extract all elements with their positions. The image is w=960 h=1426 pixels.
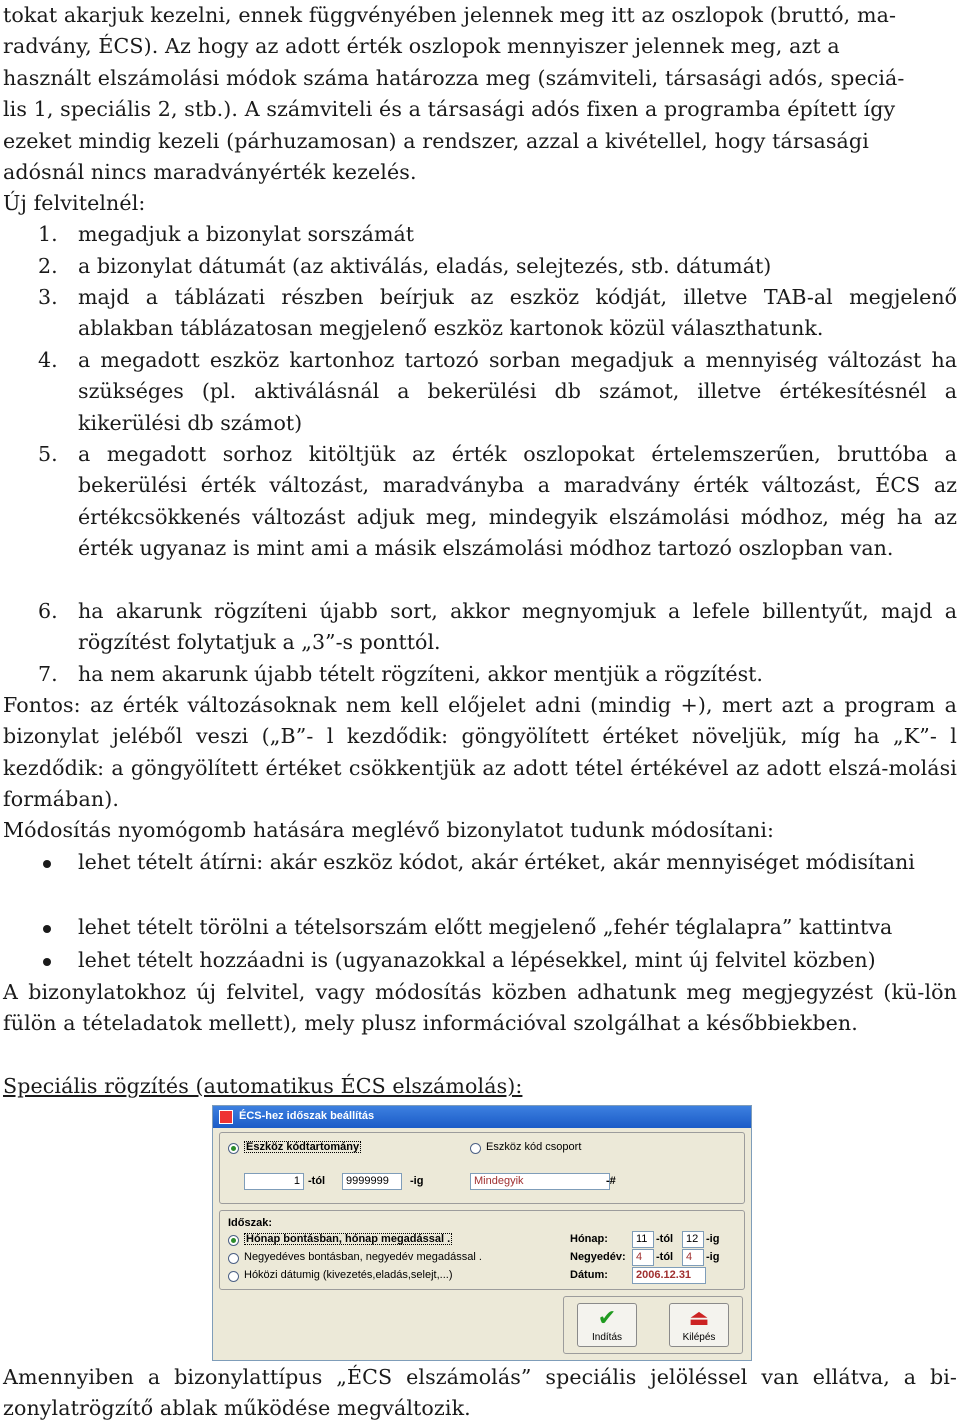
- bullet-icon: [43, 958, 51, 966]
- bullet-text: lehet tételt törölni a tételsorszám előtt megjelenő „fehér téglalapra” kattintva: [78, 915, 893, 939]
- exit-door-icon: ⏏: [688, 1305, 710, 1330]
- step-text: a bizonylat dátumát (az aktiválás, eladás, selejtezés, stb. dátumát): [78, 254, 772, 278]
- month-mode-label[interactable]: Hónap bontásban, hónap megadással .: [246, 1233, 451, 1245]
- code-range-label[interactable]: Eszköz kódtartomány: [246, 1141, 360, 1153]
- month-from-suffix: -tól: [656, 1233, 674, 1245]
- dialog-titlebar: [213, 1106, 751, 1128]
- period-group: [219, 1210, 745, 1290]
- date-label: Dátum:: [570, 1269, 608, 1281]
- bullet-icon: [43, 925, 51, 933]
- modify-heading: Módosítás nyomógomb hatására meglévő bizonylatot tudunk módosítani:: [3, 818, 775, 842]
- date-mode-label[interactable]: Hóközi dátumig (kivezetés,eladás,selejt,...): [244, 1269, 453, 1281]
- step-number: 4.: [38, 348, 58, 372]
- quarter-mode-label[interactable]: Negyedéves bontásban, negyedév megadással .: [244, 1251, 482, 1263]
- month-to-suffix: -ig: [706, 1233, 720, 1245]
- special-heading: [3, 1071, 957, 1102]
- month-to-input[interactable]: 12: [682, 1231, 704, 1248]
- to-suffix: -ig: [410, 1175, 424, 1187]
- checkmark-icon: ✔: [597, 1305, 617, 1330]
- group-select[interactable]: Mindegyik: [470, 1173, 610, 1190]
- intro-line-3: használt elszámolási módok száma határozza meg (számviteli, társasági adós, speciá-: [3, 66, 905, 90]
- quarter-from-suffix: -tól: [656, 1251, 674, 1263]
- new-entry-heading: Új felvitelnél:: [3, 191, 146, 215]
- closing-paragraph: Amennyiben a bizonylattípus „ÉCS elszámolás” speciális jelöléssel van ellátva, a bi-zonylatrögzítő ablak működése megváltozik.: [3, 1365, 957, 1421]
- month-from-input[interactable]: 11: [632, 1231, 654, 1248]
- comment-paragraph: A bizonylatokhoz új felvitel, vagy módosítás közben adhatunk meg megjegyzést (kü-lön fülön a tételadatok mellett), mely plusz információval szolgálhat a későbbiekben.: [3, 980, 957, 1036]
- start-button-label: Indítás: [591, 1332, 623, 1343]
- code-group-radio[interactable]: [470, 1143, 481, 1154]
- bullet-icon: [43, 860, 51, 868]
- exit-button[interactable]: [669, 1303, 729, 1347]
- filter-group: [219, 1132, 745, 1204]
- ecs-period-dialog: [212, 1105, 752, 1361]
- step-text: ha nem akarunk újabb tételt rögzíteni, akkor mentjük a rögzítést.: [78, 662, 763, 686]
- intro-line-2: radvány, ÉCS). Az hogy az adott érték oszlopok mennyiszer jelennek meg, azt a: [3, 34, 840, 58]
- date-mode-radio[interactable]: [228, 1271, 239, 1282]
- step-text: megadjuk a bizonylat sorszámát: [78, 222, 415, 246]
- bullet-text: lehet tételt hozzáadni is (ugyanazokkal a lépésekkel, mint új felvitel közben): [78, 948, 876, 972]
- from-code-input[interactable]: 1: [244, 1173, 304, 1190]
- step-text: majd a táblázati részben beírjuk az eszköz kódját, illetve TAB-al megjelenő ablakban táblázatosan megjelenő eszköz kartonok közül választhatunk.: [78, 285, 957, 341]
- to-code-input[interactable]: 9999999: [342, 1173, 402, 1190]
- quarter-to-input[interactable]: 4: [682, 1249, 704, 1266]
- intro-line-1: tokat akarjuk kezelni, ennek függvényében jelennek meg itt az oszlopok (bruttó, ma-: [3, 3, 897, 27]
- intro-line-6: adósnál nincs maradványérték kezelés.: [3, 160, 417, 184]
- important-note: Fontos: az érték változásoknak nem kell előjelet adni (mindig +), mert azt a program a bizonylat jeléből veszi („B”- l kezdődik: göngyölített értéket növeljük, míg ha „K”- l kezdődik: a göngyölített értéket csökkentjük az adott tétel értékével az adott elszá-molási formában).: [3, 693, 957, 812]
- from-suffix: -tól: [308, 1175, 326, 1187]
- dialog-title: ÉCS-hez időszak beállítás: [239, 1110, 375, 1122]
- step-number: 6.: [38, 599, 58, 623]
- special-heading-text: Speciális rögzítés (automatikus ÉCS elszámolás):: [3, 1074, 523, 1098]
- exit-button-label: Kilépés: [682, 1332, 716, 1343]
- quarter-from-input[interactable]: 4: [632, 1249, 654, 1266]
- date-input[interactable]: 2006.12.31: [632, 1267, 706, 1284]
- step-text: ha akarunk rögzíteni újabb sort, akkor megnyomjuk a lefele billentyűt, majd a rögzítést folytatjuk a „3”-s ponttól.: [78, 599, 957, 655]
- step-number: 5.: [38, 442, 58, 466]
- step-number: 3.: [38, 285, 58, 309]
- step-text: a megadott eszköz kartonhoz tartozó sorban megadjuk a mennyiség változást ha szükséges (pl. aktiválásnál a bekerülési db számot, illetve értékesítésnél a kikerülési db számot): [78, 348, 957, 435]
- period-label: Időszak:: [228, 1217, 273, 1229]
- quarter-label: Negyedév:: [570, 1251, 626, 1263]
- step-text: a megadott sorhoz kitöltjük az érték oszlopokat értelemszerűen, bruttóba a bekerülési érték változást, maradványba a maradvány érték változást, ÉCS az értékcsökkenés változást adjuk meg, mindegyik elszámolási módhoz, még ha az érték ugyanaz is mint ami a másik elszámolási módhoz tartozó oszlopban van.: [78, 442, 957, 561]
- group-suffix: -#: [606, 1175, 616, 1187]
- quarter-to-suffix: -ig: [706, 1251, 720, 1263]
- month-mode-radio[interactable]: [228, 1235, 239, 1246]
- intro-line-5: ezeket mindig kezeli (párhuzamosan) a rendszer, azzal a kivétellel, hogy társasági: [3, 129, 869, 153]
- quarter-mode-radio[interactable]: [228, 1253, 239, 1264]
- app-icon: [219, 1110, 233, 1124]
- code-group-label[interactable]: Eszköz kód csoport: [486, 1141, 582, 1153]
- month-label: Hónap:: [570, 1233, 608, 1245]
- start-button[interactable]: [577, 1303, 637, 1347]
- step-number: 7.: [38, 662, 58, 686]
- code-range-radio[interactable]: [228, 1143, 239, 1154]
- step-number: 1.: [38, 222, 58, 246]
- intro-line-4: lis 1, speciális 2, stb.). A számviteli és a társasági adós fixen a programba épített így: [3, 97, 896, 121]
- bullet-text: lehet tételt átírni: akár eszköz kódot, akár értéket, akár mennyiséget módisítani: [78, 850, 915, 874]
- step-number: 2.: [38, 254, 58, 278]
